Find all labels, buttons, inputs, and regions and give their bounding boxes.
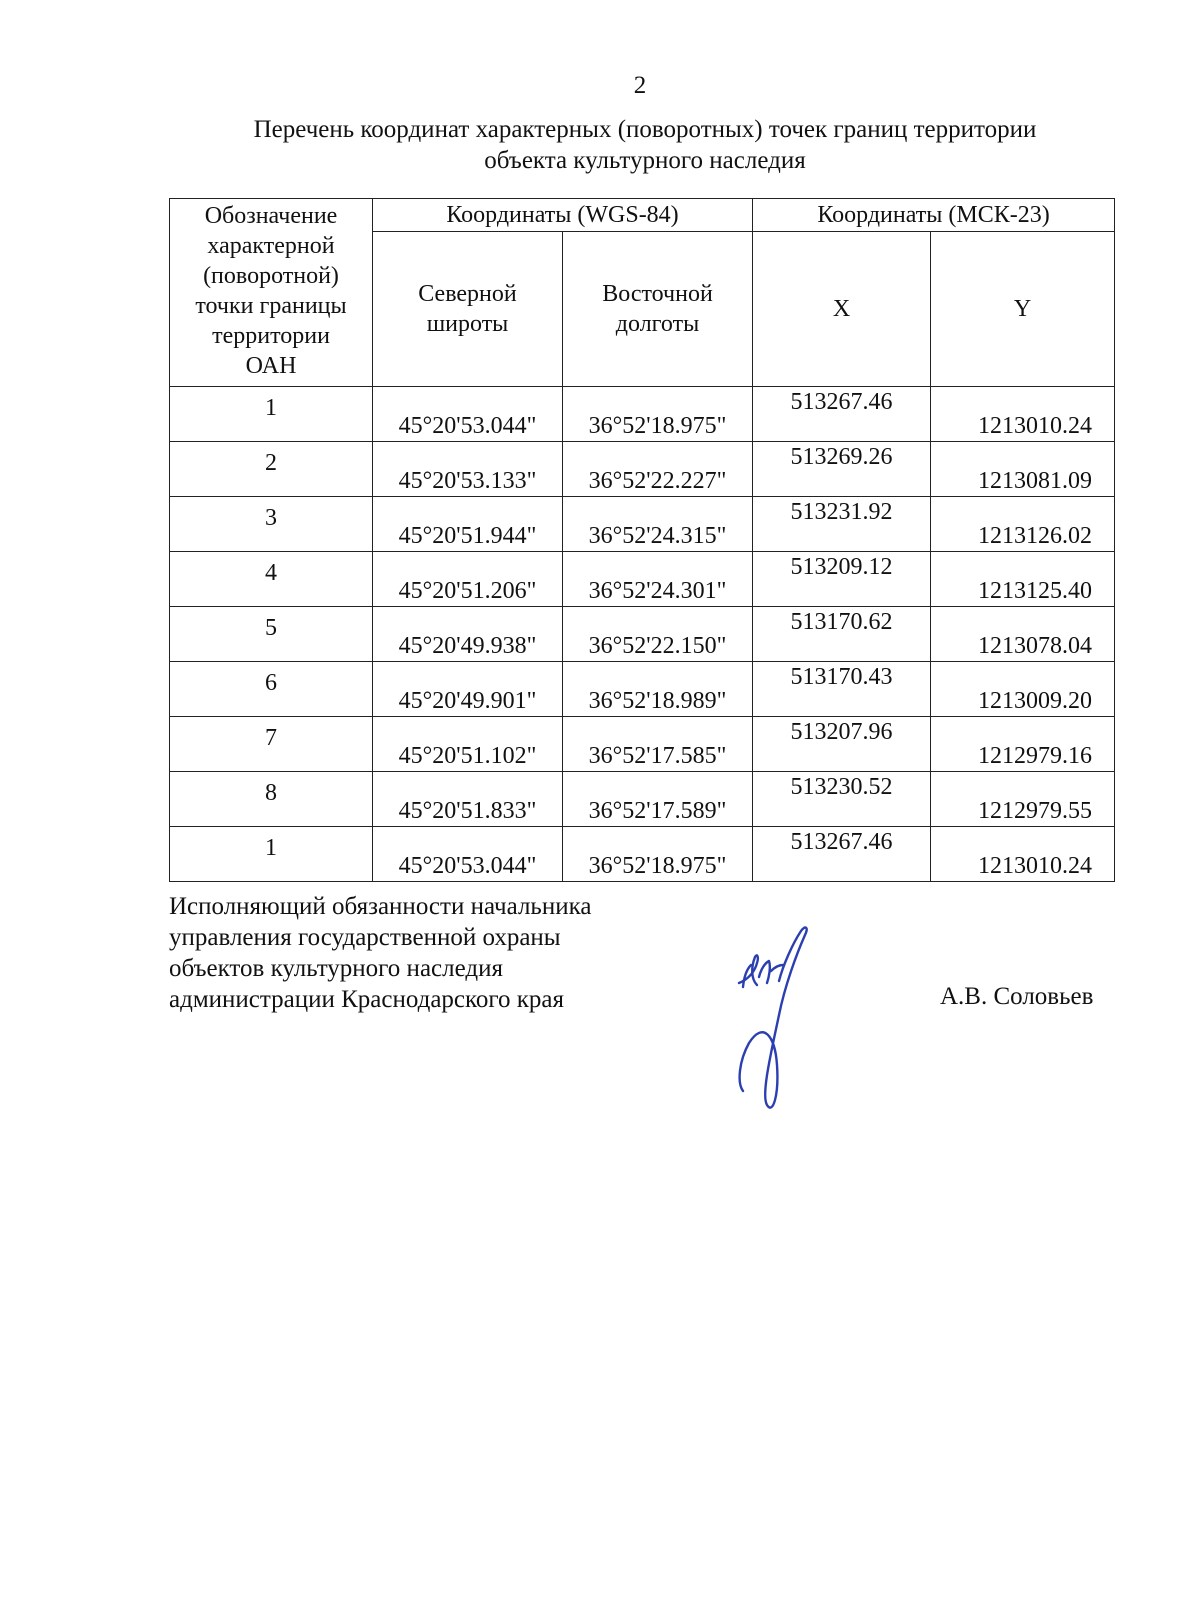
header-x: X (753, 232, 931, 387)
cell-y: 1213010.24 (931, 827, 1115, 882)
table-row (170, 497, 1115, 552)
cell-longitude: 36°52'18.975" (563, 387, 753, 442)
cell-longitude: 36°52'24.315" (563, 497, 753, 552)
cell-y: 1212979.55 (931, 772, 1115, 827)
header-longitude: Восточной долготы (563, 232, 753, 387)
title-line-2: объекта культурного наследия (484, 147, 806, 174)
table-row (170, 717, 1115, 772)
coordinates-table-body (170, 387, 1115, 882)
position-line: объектов культурного наследия (169, 955, 503, 982)
cell-point: 1 (170, 387, 373, 442)
cell-longitude: 36°52'22.227" (563, 442, 753, 497)
header-wgs84-group: Координаты (WGS-84) (373, 199, 753, 232)
table-row (170, 442, 1115, 497)
handwritten-signature (735, 925, 845, 1120)
cell-latitude: 45°20'51.944" (373, 497, 563, 552)
cell-point: 8 (170, 772, 373, 827)
cell-x: 513269.26 (753, 442, 931, 497)
cell-latitude: 45°20'49.901" (373, 662, 563, 717)
cell-y: 1213125.40 (931, 552, 1115, 607)
cell-longitude: 36°52'17.585" (563, 717, 753, 772)
table-row (170, 552, 1115, 607)
cell-point: 2 (170, 442, 373, 497)
header-point-designation: Обозначение характерной (поворотной) точки границы территории ОАН (170, 199, 373, 387)
header-msk23-group: Координаты (МСК-23) (753, 199, 1115, 232)
position-line: управления государственной охраны (169, 924, 561, 951)
cell-latitude: 45°20'51.833" (373, 772, 563, 827)
cell-longitude: 36°52'22.150" (563, 607, 753, 662)
cell-latitude: 45°20'51.206" (373, 552, 563, 607)
title-line-1: Перечень координат характерных (поворотных) точек границ территории (253, 116, 1037, 143)
table-row (170, 827, 1115, 882)
cell-y: 1213126.02 (931, 497, 1115, 552)
cell-longitude: 36°52'17.589" (563, 772, 753, 827)
cell-y: 1213010.24 (931, 387, 1115, 442)
cell-latitude: 45°20'49.938" (373, 607, 563, 662)
cell-point: 6 (170, 662, 373, 717)
cell-longitude: 36°52'18.989" (563, 662, 753, 717)
cell-x: 513170.62 (753, 607, 931, 662)
cell-latitude: 45°20'53.044" (373, 827, 563, 882)
page-number: 2 (633, 72, 647, 99)
cell-latitude: 45°20'53.133" (373, 442, 563, 497)
header-y: Y (931, 232, 1115, 387)
table-row (170, 662, 1115, 717)
cell-x: 513170.43 (753, 662, 931, 717)
cell-latitude: 45°20'51.102" (373, 717, 563, 772)
cell-x: 513207.96 (753, 717, 931, 772)
cell-x: 513267.46 (753, 387, 931, 442)
table-row (170, 607, 1115, 662)
cell-x: 513209.12 (753, 552, 931, 607)
cell-point: 3 (170, 497, 373, 552)
cell-latitude: 45°20'53.044" (373, 387, 563, 442)
table-row (170, 387, 1115, 442)
cell-x: 513267.46 (753, 827, 931, 882)
cell-y: 1213081.09 (931, 442, 1115, 497)
header-latitude: Северной широты (373, 232, 563, 387)
position-line: Исполняющий обязанности начальника (169, 893, 592, 920)
cell-longitude: 36°52'18.975" (563, 827, 753, 882)
cell-x: 513230.52 (753, 772, 931, 827)
signatory-position (169, 891, 689, 1015)
cell-longitude: 36°52'24.301" (563, 552, 753, 607)
cell-y: 1213009.20 (931, 662, 1115, 717)
table-row (170, 772, 1115, 827)
document-title (170, 114, 1120, 176)
signatory-name: А.В. Соловьев (940, 983, 1094, 1010)
cell-x: 513231.92 (753, 497, 931, 552)
cell-y: 1212979.16 (931, 717, 1115, 772)
cell-point: 7 (170, 717, 373, 772)
cell-point: 1 (170, 827, 373, 882)
position-line: администрации Краснодарского края (169, 986, 565, 1013)
cell-point: 4 (170, 552, 373, 607)
cell-point: 5 (170, 607, 373, 662)
cell-y: 1213078.04 (931, 607, 1115, 662)
coordinates-table (169, 198, 1115, 882)
